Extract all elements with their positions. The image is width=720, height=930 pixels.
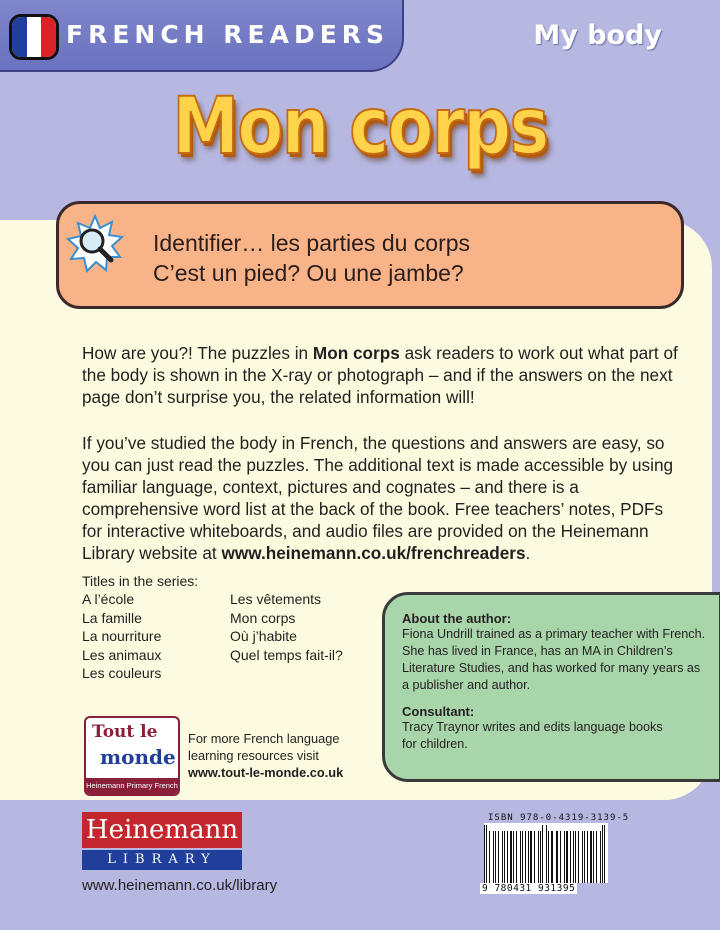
consultant-line: for children. — [402, 737, 468, 751]
barcode-bar — [557, 831, 558, 883]
flag-stripe-blue — [12, 17, 27, 57]
barcode-bar — [548, 831, 549, 883]
author-line: Fiona Undrill trained as a primary teacher with French. — [402, 627, 706, 641]
tout-le-monde-text — [188, 730, 343, 781]
barcode-bar — [596, 831, 597, 883]
barcode-bar — [528, 831, 529, 883]
heinemann-library-link[interactable]: www.heinemann.co.uk/library — [82, 877, 278, 894]
library-wordmark: LIBRARY — [82, 850, 242, 870]
intro-text: ask readers to work out what part of the body is shown in the X-ray or photograph – and if the answers on the next page don’t surprise you, the related information will! — [82, 343, 678, 407]
barcode-bar — [575, 831, 576, 883]
barcode-bar — [534, 831, 535, 883]
series-title-item: Les animaux — [82, 646, 162, 663]
tout-le-monde-link[interactable]: www.tout-le-monde.co.uk — [188, 765, 344, 780]
series-title-item: Quel temps fait-il? — [230, 646, 343, 663]
barcode-bar — [540, 831, 541, 883]
barcode-bar — [525, 831, 526, 883]
author-box — [382, 592, 720, 782]
barcode-bar — [484, 825, 485, 883]
series-title: FRENCH READERS — [66, 20, 390, 49]
isbn-label: ISBN 978-0-4319-3139-5 — [488, 813, 630, 823]
flag-stripe-red — [41, 17, 56, 57]
barcode-bar — [578, 831, 579, 883]
book-title: Mon corps — [172, 82, 548, 172]
barcode-bar — [564, 831, 565, 883]
barcode-bar — [504, 831, 505, 883]
barcode-bar — [604, 825, 605, 883]
barcode — [484, 823, 608, 883]
series-titles-col-2 — [230, 590, 343, 664]
callout-box — [56, 201, 684, 309]
barcode-bar — [522, 831, 523, 883]
intro-paragraph-1 — [82, 342, 682, 408]
barcode-bar — [584, 831, 585, 883]
author-line: a publisher and author. — [402, 678, 531, 692]
series-title-item: La nourriture — [82, 628, 162, 644]
callout-line-2: C’est un pied? Ou une jambe? — [153, 260, 464, 286]
barcode-digits: 9 780431 931395 — [482, 883, 576, 894]
barcode-bar — [513, 831, 514, 883]
barcode-bar — [573, 831, 574, 883]
tlm-logo-bottom: monde — [100, 745, 176, 769]
barcode-bar — [498, 831, 499, 883]
barcode-bar — [510, 831, 512, 883]
barcode-bar — [551, 831, 553, 883]
intro-text: . — [525, 543, 531, 563]
author-heading: About the author: — [402, 611, 512, 626]
barcode-bar — [556, 831, 557, 883]
series-title-item: Les couleurs — [82, 665, 162, 681]
frenchreaders-link[interactable]: www.heinemann.co.uk/frenchreaders — [221, 543, 526, 563]
author-line: She has lived in France, has an MA in Children’s — [402, 644, 673, 658]
barcode-bar — [486, 825, 487, 883]
tlm-logo-top: Tout le — [92, 722, 158, 742]
barcode-bar — [560, 831, 561, 883]
series-title-item: La famille — [82, 609, 142, 626]
subject-label: My body — [533, 20, 662, 51]
author-line: Literature Studies, and has worked for many years as — [402, 661, 701, 675]
barcode-bar — [530, 831, 532, 883]
consultant-line: Tracy Traynor writes and edits language books — [402, 720, 663, 734]
tlm-line: For more French language — [188, 731, 340, 746]
barcode-bar — [582, 831, 583, 883]
barcode-bar — [507, 831, 508, 883]
barcode-bar — [566, 831, 568, 883]
barcode-bar — [590, 831, 592, 883]
magnifier-icon — [65, 214, 125, 274]
intro-text: How are you?! The puzzles in — [82, 343, 313, 363]
intro-paragraph-2 — [82, 432, 682, 564]
barcode-bar — [495, 831, 496, 883]
french-flag-icon — [9, 14, 59, 60]
series-title-item: A l’école — [82, 591, 135, 607]
intro-title-bold: Mon corps — [312, 343, 400, 363]
series-titles-col-1 — [82, 590, 161, 683]
heinemann-library-logo — [82, 812, 242, 870]
barcode-bar — [516, 831, 517, 883]
barcode-bar — [546, 825, 547, 883]
barcode-bar — [570, 831, 571, 883]
tout-le-monde-logo — [84, 716, 180, 796]
barcode-bar — [502, 831, 503, 883]
series-title-item: Les vêtements — [230, 591, 322, 607]
barcode-bar — [602, 825, 603, 883]
barcode-bar — [593, 831, 594, 883]
barcode-bar — [493, 831, 495, 883]
series-title-item: Mon corps — [230, 609, 296, 626]
barcode-bar — [489, 831, 490, 883]
tlm-line: learning resources visit — [188, 748, 319, 763]
callout-line-1: Identifier… les parties du corps — [153, 230, 471, 256]
barcode-bar — [520, 831, 521, 883]
barcode-bar — [538, 831, 539, 883]
series-header-tab — [0, 0, 404, 72]
intro-text: If you’ve studied the body in French, the questions and answers are easy, so you can just read the puzzles. The additional text is made accessible by using familiar language, context, pictures and cognates – and there is a comprehensive word list at the back of the book. Free teachers’ notes, PDFs for interactive whiteboards, and audio files are provided on the Heinemann Library website at — [82, 433, 674, 563]
series-title-item: Où j’habite — [230, 628, 297, 644]
tlm-logo-caption: Heinemann Primary French — [86, 778, 178, 794]
barcode-bar — [600, 831, 601, 883]
flag-stripe-white — [27, 17, 42, 57]
barcode-bar — [542, 825, 543, 883]
consultant-heading: Consultant: — [402, 704, 475, 719]
heinemann-wordmark: Heinemann — [82, 812, 242, 848]
barcode-bar — [587, 831, 588, 883]
series-titles-heading: Titles in the series: — [82, 573, 199, 589]
